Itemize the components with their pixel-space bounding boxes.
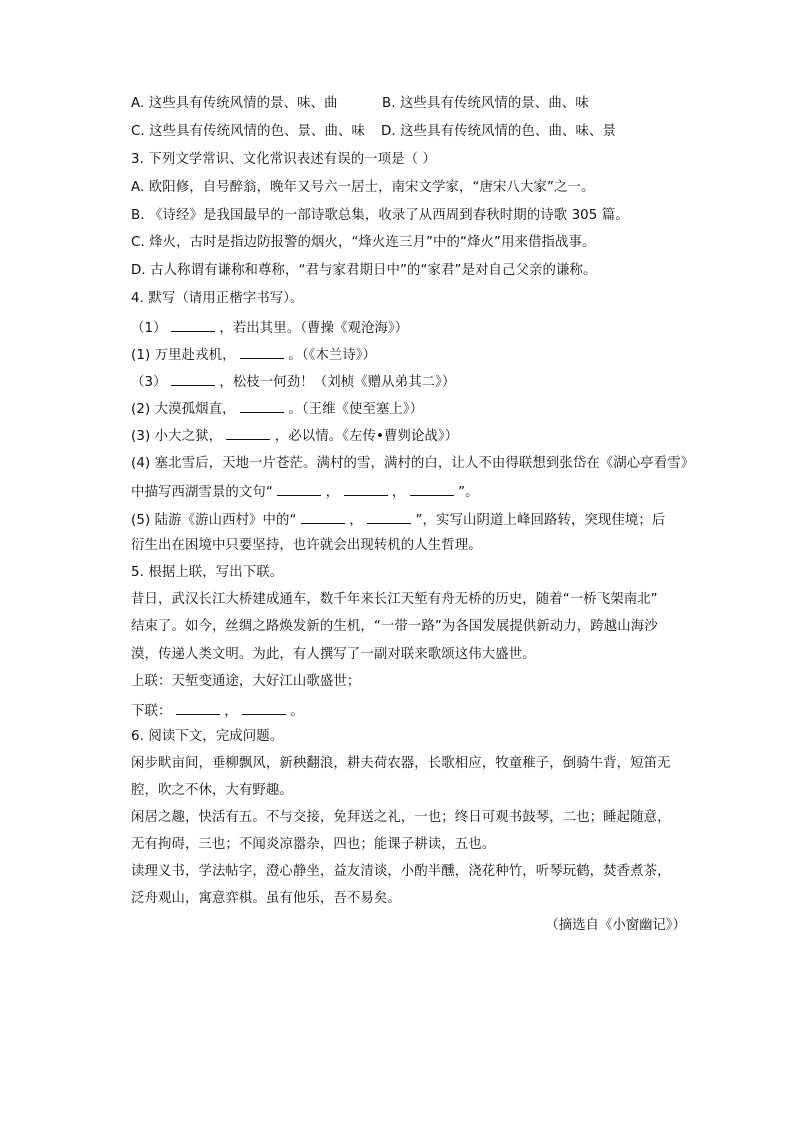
q6-passage-line-2: 腔，吹之不休，大有野趣。 — [131, 783, 293, 798]
q3-option-a: A. 欧阳修，自号醉翁，晚年又号六一居士，南宋文学家，“唐宋八大家”之一。 — [131, 180, 595, 195]
q5-lower-end: 。 — [290, 704, 304, 719]
q6-passage-line-4: 无有拘碍，三也；不闻炎凉嚣杂，四也；能课子耕读，五也。 — [131, 837, 496, 852]
q4-item-2-prefix: (1) 万里赴戎机， — [131, 348, 236, 363]
q6-passage-line-5: 读理义书，学法帖字，澄心静坐，益友清谈，小酌半醺，浇花种竹，听琴玩鹤，焚香煮茶， — [131, 864, 671, 879]
q4-item-2-suffix: 。（《木兰诗》） — [288, 348, 377, 363]
q2-option-d: D. 这些具有传统风情的色、曲、味、景 — [381, 124, 616, 139]
q4-item-6-line-1: (4) 塞北雪后，天地一片苍茫。满村的雪，满村的白，让人不由得联想到张岱在《湖心亭看雪》 — [131, 456, 695, 471]
q4-stem: 4. 默写（请用正楷字书写）。 — [131, 291, 304, 306]
q4-item-7-suffix: ”，实写山阴道上峰回路转，突现佳境；后 — [415, 513, 666, 528]
q4-item-6-blank-2[interactable] — [344, 481, 388, 496]
q5-lower-couplet — [131, 700, 304, 722]
q5-lower-blank-2[interactable] — [242, 700, 286, 715]
q2-option-row-1b — [382, 94, 589, 114]
q4-item-6-blank-3[interactable] — [410, 481, 454, 496]
q4-item-2-blank[interactable] — [240, 344, 284, 359]
q4-item-6-line-2 — [131, 481, 479, 503]
q6-passage-line-3: 闲居之趣，快活有五。不与交接，免拜送之礼，一也；终日可观书鼓琴，二也；睡起随意， — [131, 810, 671, 825]
q4-item-3-prefix: （3） — [131, 375, 167, 390]
q4-item-1-prefix: （1） — [131, 321, 167, 336]
q3-option-d: D. 古人称谓有谦称和尊称，“君与家君期日中”的“家君”是对自己父亲的谦称。 — [131, 263, 597, 278]
q5-paragraph-line-3: 漠，传递人类文明。为此，有人撰写了一副对联来歌颂这伟大盛世。 — [131, 647, 536, 662]
q2-option-b: B. 这些具有传统风情的景、曲、味 — [382, 96, 589, 111]
q3-option-c: C. 烽火，古时是指边防报警的烟火，“烽火连三月”中的“烽火”用来借指战事。 — [131, 235, 596, 250]
q5-lower-blank-1[interactable] — [176, 700, 220, 715]
q4-item-6-sep-1: ， — [325, 485, 340, 500]
q4-item-7-line-1 — [131, 509, 665, 531]
q4-item-3 — [131, 371, 455, 393]
q4-item-2 — [131, 344, 376, 366]
q3-option-b: B. 《诗经》是我国最早的一部诗歌总集，收录了从西周到春秋时期的诗歌 305 篇。 — [131, 208, 629, 223]
q4-item-5-prefix: (3) 小大之狱， — [131, 429, 223, 444]
q2-option-a: A. 这些具有传统风情的景、味、曲 — [131, 96, 338, 111]
q4-item-7-line-2: 衍生出在困境中只要坚持，也许就会出现转机的人生哲理。 — [131, 538, 482, 553]
q4-item-1 — [131, 317, 408, 339]
q4-item-3-blank[interactable] — [171, 371, 215, 386]
q5-paragraph-line-2: 结束了。如今，丝绸之路焕发新的生机，“一带一路”为各国发展提供新动力，跨越山海沙 — [131, 619, 658, 634]
q3-stem: 3. 下列文学常识、文化常识表述有误的一项是（ ） — [131, 152, 436, 167]
q6-passage-line-6: 泛舟观山，寓意弈棋。虽有他乐，吾不易矣。 — [131, 891, 401, 906]
q6-source: （摘选自《小窗幽记》） — [545, 918, 686, 933]
q5-lower-prefix: 下联： — [131, 704, 172, 719]
q4-item-7-blank-2[interactable] — [367, 509, 411, 524]
q4-item-1-suffix: ，若出其里。（曹操《观沧海》） — [219, 321, 409, 336]
q4-item-7-sep: ， — [349, 513, 363, 528]
q4-item-4-suffix: 。（王维《使至塞上》） — [288, 402, 424, 417]
q4-item-5 — [131, 425, 458, 447]
q2-option-row-2 — [131, 122, 365, 142]
q5-paragraph-line-1: 昔日，武汉长江大桥建成通车，数千年来长江天堑有舟无桥的历史，随着“一桥飞架南北” — [131, 592, 658, 607]
q4-item-4-prefix: (2) 大漠孤烟直， — [131, 402, 236, 417]
q4-item-6-end: ”。 — [458, 485, 479, 500]
q4-item-1-blank[interactable] — [171, 317, 215, 332]
q4-item-5-blank[interactable] — [226, 425, 270, 440]
q4-item-6-blank-1[interactable] — [277, 481, 321, 496]
q2-option-row-1 — [131, 94, 338, 114]
q4-item-3-suffix: ，松枝一何劲！（刘桢《赠从弟其二》） — [219, 375, 456, 390]
q4-item-4 — [131, 398, 423, 420]
q6-passage-line-1: 闲步畎亩间，垂柳飘风，新秧翻浪，耕夫荷农器，长歌相应，牧童稚子，倒骑牛背，短笛无 — [131, 756, 671, 771]
q4-item-6-prefix: 中描写西湖雪景的文句“ — [131, 485, 273, 500]
q4-item-5-suffix: ，必以情。《左传•曹刿论战》） — [274, 429, 459, 444]
q2-option-row-2b — [381, 122, 616, 142]
q5-lower-sep: ， — [224, 704, 238, 719]
q4-item-6-sep-2: ， — [391, 485, 406, 500]
q2-option-c: C. 这些具有传统风情的色、景、曲、味 — [131, 124, 366, 139]
q4-item-4-blank[interactable] — [240, 398, 284, 413]
q6-stem: 6. 阅读下文，完成问题。 — [131, 729, 284, 744]
q5-stem: 5. 根据上联，写出下联。 — [131, 565, 284, 580]
q5-upper-couplet: 上联：天堑变通途，大好江山歌盛世； — [131, 674, 361, 689]
q4-item-7-prefix: (5) 陆游《游山西村》中的“ — [131, 513, 297, 528]
q4-item-7-blank-1[interactable] — [301, 509, 345, 524]
